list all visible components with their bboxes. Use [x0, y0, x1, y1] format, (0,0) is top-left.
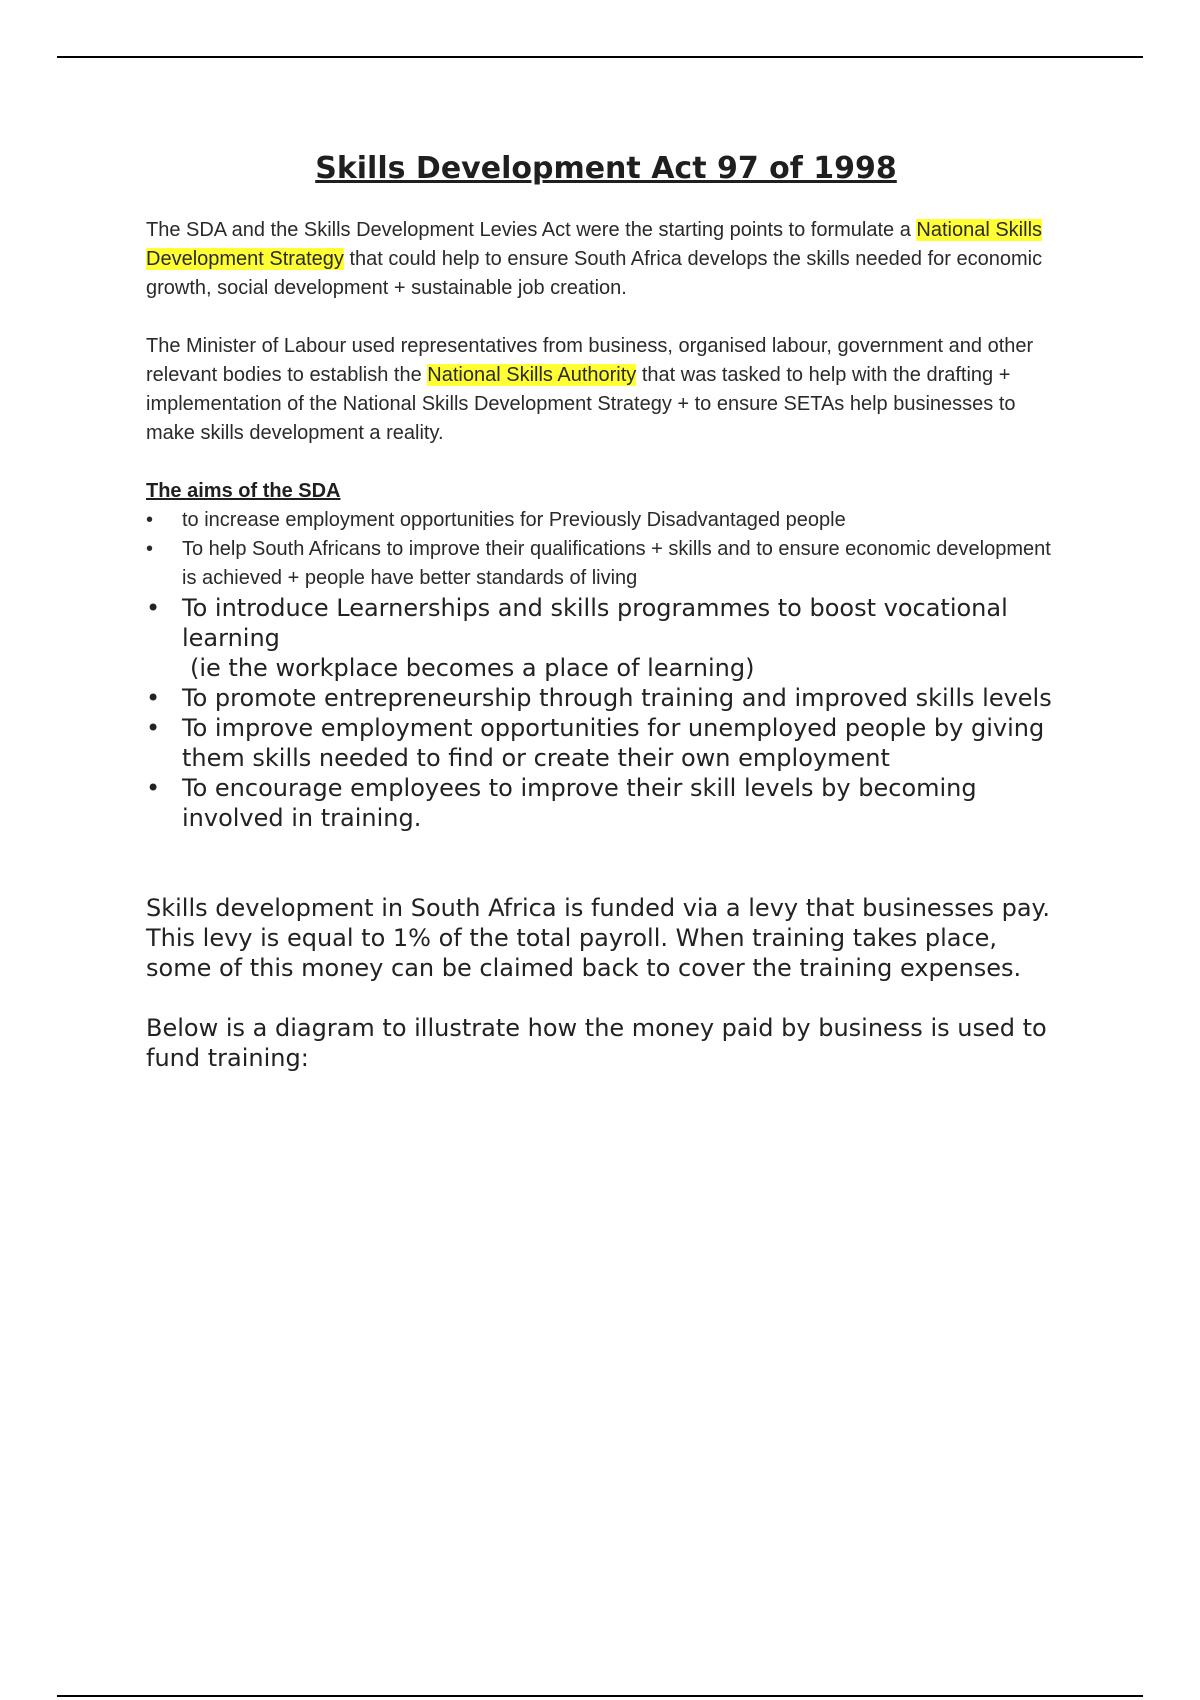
list-item [146, 535, 1066, 593]
bullet-icon: • [146, 714, 161, 742]
bottom-rule [57, 1695, 1143, 1697]
list-item [146, 506, 1066, 535]
bullet-icon: • [146, 509, 154, 531]
nsa-text-before: The Minister of Labour used representatives from business, organised labour, government and other relevant bodies to establish the [146, 335, 1034, 386]
aim-note: (ie the workplace becomes a place of learning) [190, 654, 755, 682]
list-item [146, 683, 1066, 713]
intro-text-after: that could help to ensure South Africa develops the skills needed for economic growth, social development + sustainable job creation. [146, 248, 1043, 299]
list-item [146, 713, 1066, 773]
aim-text: To promote entrepreneurship through training and improved skills levels [182, 684, 1052, 712]
aim-text: To improve employment opportunities for unemployed people by giving them skills needed to find or create their own employment [182, 714, 1045, 772]
bullet-icon: • [146, 538, 154, 560]
aim-text: to increase employment opportunities for Previously Disadvantaged people [182, 509, 846, 531]
aims-list [146, 506, 1066, 833]
aim-text: To introduce Learnerships and skills programmes to boost vocational learning [182, 594, 1008, 652]
intro-paragraph [146, 216, 1066, 303]
list-item [146, 593, 1066, 683]
funding-paragraph: Skills development in South Africa is funded via a levy that businesses pay. This levy is equal to 1% of the total payroll. When training takes place, some of this money can be claimed back to cover the training expenses. [146, 894, 1050, 982]
list-item [146, 773, 1066, 833]
highlight-nsds: National Skills Development Strategy [146, 219, 1043, 270]
diagram-intro-paragraph: Below is a diagram to illustrate how the money paid by business is used to fund training: [146, 1014, 1047, 1072]
document-body [146, 148, 1066, 1073]
aim-text: To encourage employees to improve their skill levels by becoming involved in training. [182, 774, 977, 832]
intro-text-before: The SDA and the Skills Development Levies Act were the starting points to formulate a [146, 219, 917, 241]
highlight-nsa: National Skills Authority [427, 364, 637, 386]
top-rule [57, 56, 1143, 58]
aims-heading: The aims of the SDA [146, 480, 341, 502]
bullet-icon: • [146, 594, 161, 622]
nsa-paragraph [146, 332, 1066, 448]
page-title: Skills Development Act 97 of 1998 [315, 151, 897, 186]
bullet-icon: • [146, 684, 161, 712]
bullet-icon: • [146, 774, 161, 802]
nsa-text-after: that was tasked to help with the drafting + implementation of the National Skills Development Strategy + to ensure SETAs help businesses to make skills development a reality. [146, 364, 1016, 444]
aim-text: To help South Africans to improve their qualifications + skills and to ensure economic development is achieved + people have better standards of living [182, 538, 1051, 589]
